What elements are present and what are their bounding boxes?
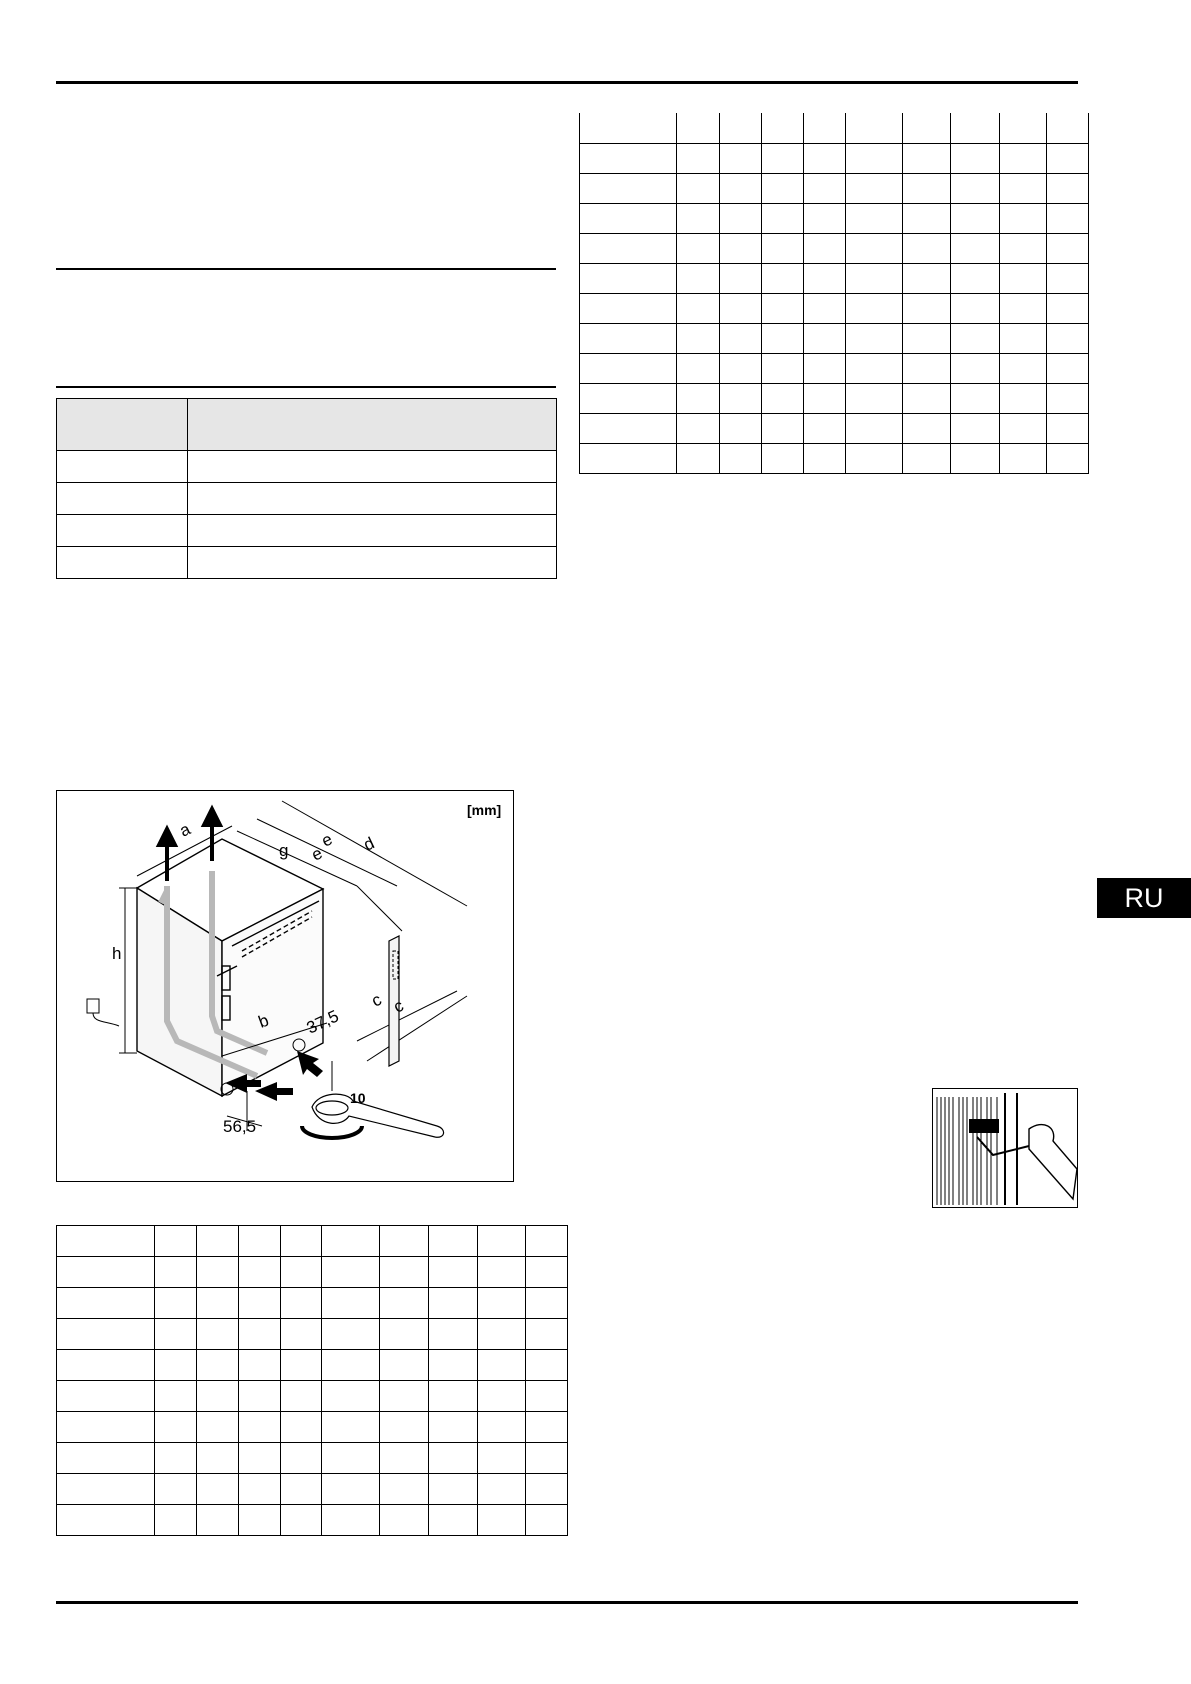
table-cell [1047,113,1089,143]
section-rule-2 [56,386,556,388]
table-cell [281,1381,322,1412]
table-cell [846,443,903,473]
table-cell [478,1350,526,1381]
table-cell [677,233,720,263]
table-cell [720,443,762,473]
table-cell [580,233,677,263]
table-row [57,1381,568,1412]
table-cell [1000,293,1047,323]
table-row [580,323,1089,353]
table-cell [720,233,762,263]
wrench-size-label: 10 [350,1090,366,1106]
table-row [57,1474,568,1505]
table-cell [239,1350,281,1381]
table-cell [804,353,846,383]
table-cell [322,1257,380,1288]
table-cell [762,383,804,413]
table-cell [903,443,951,473]
table-cell [677,113,720,143]
table-cell [380,1443,429,1474]
table-cell [804,443,846,473]
table-cell [322,1505,380,1536]
table-cell [903,323,951,353]
dim-label-g: g [279,841,289,860]
table-cell [57,1319,155,1350]
table-cell [903,233,951,263]
table-cell [804,233,846,263]
table-cell [478,1319,526,1350]
table-cell [429,1288,478,1319]
table-cell [580,203,677,233]
table-cell [762,203,804,233]
table-cell [197,1443,239,1474]
table-cell [846,233,903,263]
table-row [580,263,1089,293]
table-row [57,547,557,579]
table-cell [281,1505,322,1536]
table-cell [846,113,903,143]
table-row [57,1412,568,1443]
table-cell [580,413,677,443]
table-cell [281,1350,322,1381]
dim-label-c2: c [390,995,407,1017]
table-cell [846,173,903,203]
dim-label-37-5: 37,5 [303,1006,342,1038]
table-cell [903,173,951,203]
table-cell [762,113,804,143]
table-cell [951,113,1000,143]
table-cell [526,1226,568,1257]
table-cell [57,1226,155,1257]
table-cell [322,1412,380,1443]
table-cell [903,143,951,173]
table-cell [478,1474,526,1505]
table-cell [197,1288,239,1319]
table-cell [57,1257,155,1288]
table-cell [903,353,951,383]
table-cell [1047,413,1089,443]
table-cell [720,323,762,353]
table-cell [846,143,903,173]
table-row [57,1319,568,1350]
table-cell [1047,323,1089,353]
table-cell [197,1257,239,1288]
table-cell [322,1226,380,1257]
section-rule-1 [56,268,556,270]
table-row [57,1505,568,1536]
table-cell [281,1474,322,1505]
table-cell [155,1443,197,1474]
table-cell [155,1350,197,1381]
table-cell [239,1381,281,1412]
table-cell [57,1350,155,1381]
table-cell [677,263,720,293]
table-cell [526,1319,568,1350]
table-cell [720,203,762,233]
table-cell [155,1474,197,1505]
table-cell [1047,353,1089,383]
table-cell [762,143,804,173]
dim-label-b: b [255,1010,272,1032]
table-cell [239,1288,281,1319]
table-cell [804,293,846,323]
top-right-table [579,113,1089,474]
installation-drawing [57,791,513,1181]
table-cell [281,1443,322,1474]
table-cell [677,203,720,233]
table-row [580,293,1089,323]
dim-label-e2: e [318,829,336,851]
table-row [57,1257,568,1288]
brush-cleaning-illustration [932,1088,1078,1208]
table-cell [1047,263,1089,293]
table-cell [197,1474,239,1505]
table-cell [281,1226,322,1257]
table-cell [57,1412,155,1443]
table-cell [1000,443,1047,473]
table-cell [580,173,677,203]
table-cell [951,173,1000,203]
table-cell [762,263,804,293]
table-cell [804,413,846,443]
table-cell [239,1226,281,1257]
table-cell [951,143,1000,173]
table-cell [1000,113,1047,143]
table-cell [281,1319,322,1350]
table-cell [846,323,903,353]
table-cell [478,1288,526,1319]
table-cell [1000,323,1047,353]
table-cell [677,443,720,473]
table-cell [762,443,804,473]
table-cell [281,1412,322,1443]
table-cell [903,113,951,143]
table-cell [846,413,903,443]
table-cell [197,1505,239,1536]
table-cell [762,353,804,383]
table-cell [846,353,903,383]
table-cell [677,173,720,203]
table-cell [804,143,846,173]
table-cell [57,1288,155,1319]
table-cell [762,293,804,323]
table-cell [429,1505,478,1536]
table-cell [478,1381,526,1412]
table-cell [580,113,677,143]
table-cell [155,1288,197,1319]
table-row [580,443,1089,473]
table-row [57,451,557,483]
table-cell [677,293,720,323]
table-cell [526,1505,568,1536]
table-cell [380,1226,429,1257]
table-cell [903,293,951,323]
table-cell [846,293,903,323]
table-cell [478,1443,526,1474]
table-row [580,383,1089,413]
table-cell [57,1443,155,1474]
table-cell [720,263,762,293]
table-cell [155,1319,197,1350]
table-cell [197,1350,239,1381]
table-cell [580,293,677,323]
table-cell [720,113,762,143]
table-cell [951,323,1000,353]
table-cell [951,263,1000,293]
dim-label-c1: c [368,989,385,1011]
table-row [57,483,557,515]
table-cell [951,413,1000,443]
table-cell [322,1474,380,1505]
dim-label-e1: e [308,843,326,865]
table-cell [1000,143,1047,173]
table-cell [429,1350,478,1381]
table-cell [846,203,903,233]
table-cell [804,203,846,233]
table-cell [1000,383,1047,413]
table-cell [846,263,903,293]
table-cell [903,263,951,293]
table-cell [155,1257,197,1288]
table-cell [429,1226,478,1257]
dim-label-56-5: 56,5 [223,1117,257,1136]
table-cell [1047,293,1089,323]
table-cell [1047,383,1089,413]
table-cell [677,353,720,383]
table-cell [322,1288,380,1319]
table-cell [281,1257,322,1288]
table-cell [804,383,846,413]
table-cell [1047,173,1089,203]
table-cell [380,1257,429,1288]
table-row [57,1443,568,1474]
table-cell [380,1350,429,1381]
table-cell [239,1319,281,1350]
table-cell [1047,233,1089,263]
table-cell [239,1443,281,1474]
table-cell [478,1257,526,1288]
table-cell [239,1505,281,1536]
table-cell [322,1319,380,1350]
table-cell [197,1381,239,1412]
dim-label-a: a [176,819,194,841]
table-cell [197,1226,239,1257]
table-row [580,203,1089,233]
wrench-icon [302,1094,444,1138]
table-cell [580,353,677,383]
table-cell [951,383,1000,413]
table-cell [846,383,903,413]
unit-label: [mm] [467,802,502,818]
table-cell [762,173,804,203]
table-cell [155,1226,197,1257]
table-cell [1047,203,1089,233]
table-cell [197,1319,239,1350]
table-row [57,1350,568,1381]
table-cell [429,1474,478,1505]
table-row [580,353,1089,383]
power-socket-icon [87,999,119,1026]
table-row [580,233,1089,263]
table-cell [380,1319,429,1350]
hand-icon [1029,1125,1077,1199]
table-cell [155,1412,197,1443]
top-rule [56,81,1078,84]
table-cell [429,1257,478,1288]
table-cell [804,113,846,143]
table-row [580,173,1089,203]
table-cell [526,1381,568,1412]
table-cell [429,1443,478,1474]
table-cell [1000,203,1047,233]
table-cell [720,143,762,173]
brush-icon [969,1119,1033,1155]
table-cell [580,143,677,173]
table-cell [57,1381,155,1412]
table-cell [951,293,1000,323]
table-cell [478,1505,526,1536]
table-cell [677,323,720,353]
table-cell [677,383,720,413]
table-cell [762,323,804,353]
table-cell [478,1226,526,1257]
table-cell [580,323,677,353]
table-cell [281,1288,322,1319]
table-cell [57,1505,155,1536]
table-cell [720,173,762,203]
table-cell [804,323,846,353]
table-cell [526,1412,568,1443]
table-cell [197,1412,239,1443]
table-cell [677,413,720,443]
table-cell [951,203,1000,233]
table-cell [580,263,677,293]
table-cell [762,413,804,443]
table-cell [720,383,762,413]
table-cell [1000,413,1047,443]
table-cell [322,1381,380,1412]
table-cell [322,1350,380,1381]
bottom-left-table [56,1225,568,1536]
dim-label-h: h [112,944,122,963]
table-row [57,1288,568,1319]
table-row [57,399,557,451]
table-cell [720,293,762,323]
table-cell [951,353,1000,383]
table-cell [677,143,720,173]
table-cell [1000,173,1047,203]
language-badge: RU [1097,878,1191,918]
table-cell [903,413,951,443]
top-left-table [56,398,557,579]
bottom-rule [56,1601,1078,1604]
table-cell [1047,443,1089,473]
table-cell [580,383,677,413]
table-cell [951,233,1000,263]
table-cell [380,1474,429,1505]
table-cell [720,413,762,443]
table-cell [380,1412,429,1443]
table-cell [155,1505,197,1536]
table-cell [526,1443,568,1474]
table-cell [526,1350,568,1381]
table-cell [526,1288,568,1319]
table-cell [903,383,951,413]
table-cell [580,443,677,473]
dim-label-d: d [360,833,378,855]
table-cell [526,1257,568,1288]
table-cell [239,1412,281,1443]
table-cell [478,1412,526,1443]
table-cell [239,1474,281,1505]
table-cell [1000,263,1047,293]
table-row [580,113,1089,143]
installation-diagram [56,790,514,1182]
table-cell [526,1474,568,1505]
table-row [580,143,1089,173]
table-row [57,515,557,547]
table-cell [762,233,804,263]
table-cell [155,1381,197,1412]
table-cell [951,443,1000,473]
table-cell [380,1505,429,1536]
table-cell [380,1288,429,1319]
table-cell [57,1474,155,1505]
table-cell [1000,233,1047,263]
table-cell [903,203,951,233]
table-cell [429,1319,478,1350]
table-cell [1000,353,1047,383]
table-cell [804,263,846,293]
table-cell [720,353,762,383]
table-cell [322,1443,380,1474]
table-cell [429,1381,478,1412]
table-cell [1047,143,1089,173]
table-cell [239,1257,281,1288]
table-cell [429,1412,478,1443]
table-row [57,1226,568,1257]
table-cell [804,173,846,203]
table-cell [380,1381,429,1412]
table-row [580,413,1089,443]
